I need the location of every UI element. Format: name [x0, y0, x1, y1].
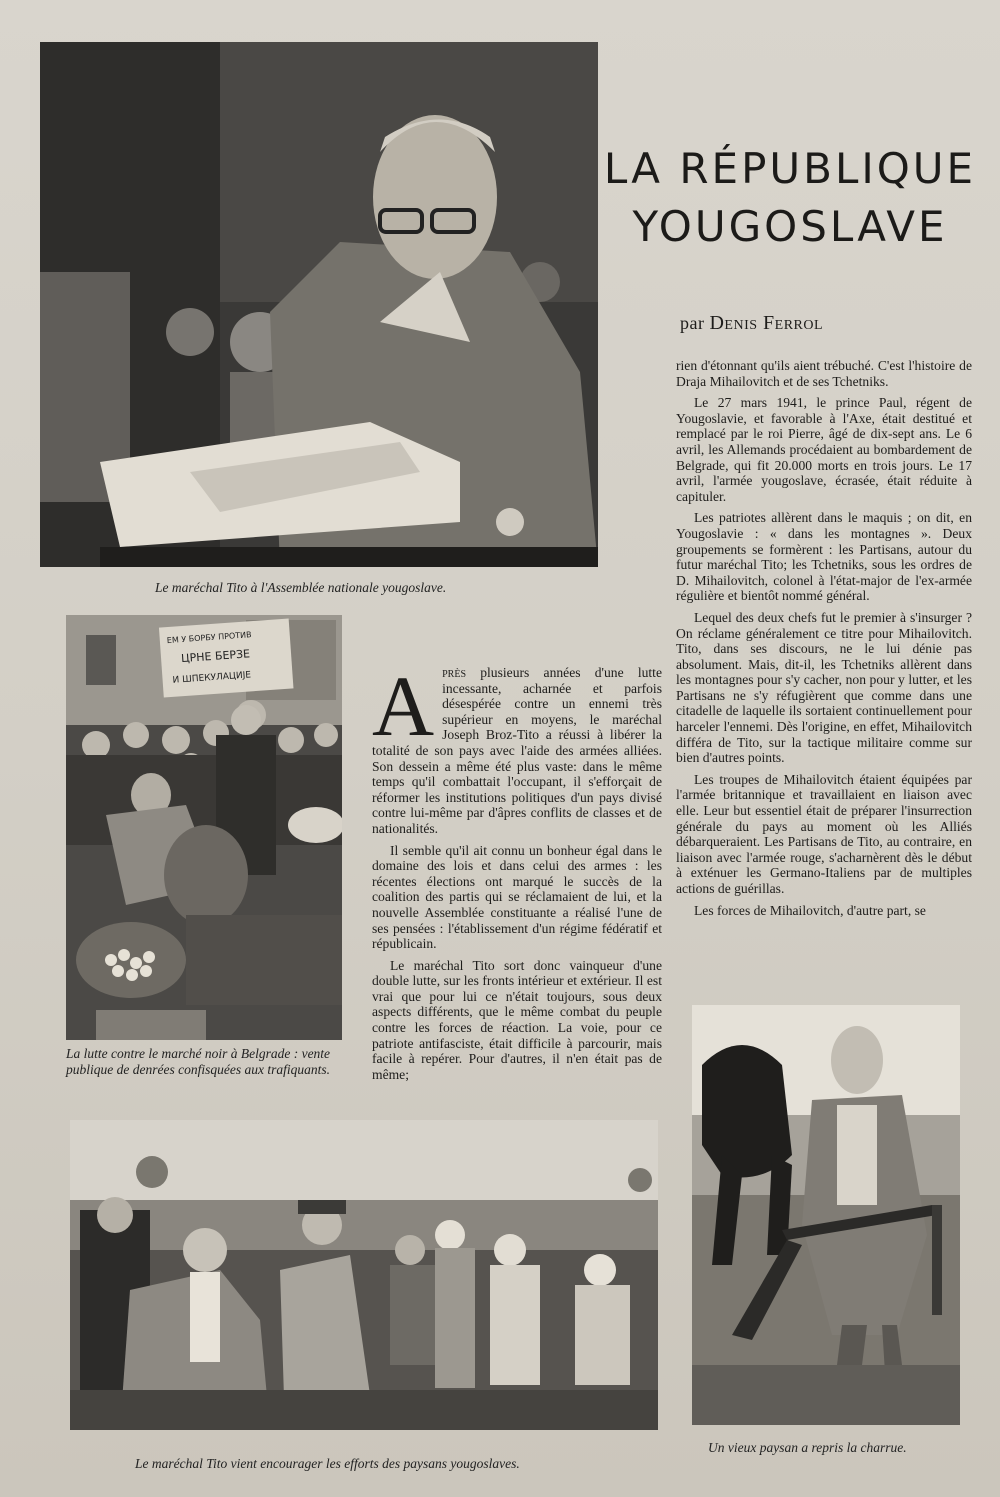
photo-peasants-image: [70, 1120, 658, 1430]
caption-tito-assembly: Le maréchal Tito à l'Assemblée nationale yougoslave.: [155, 580, 447, 595]
intro-text: plusieurs années d'une lutte incessante, acharnée et parfois désespérée contre un ennemi très supérieur en moyens, le maréchal Joseph Broz-Tito a réussi à libérer la totalité de son pays avec l'aide des armées alliées. Son dessein a même été plus vaste: dans le même temps qu'il combattait l'occupant, il s'efforçait de réformer les institutions politiques d'un pays divisé contre lui-même par d'âpres conflits de classes et de nationalités.: [372, 665, 662, 836]
paragraph: Lequel des deux chefs fut le premier à s'insurger ? On réclame généralement ce titre pour Mihailovitch. Tito, dans ses discours, ne le lui dénie pas absolument. Mais, dit-il, les Tchetniks allèrent dans les montagnes pour s'y cacher, non pour y lutter, et les Partisans ne s'y réfugièrent que comme dans une citadelle de laquelle ils sortaient continuellement pour harceler l'ennemi. Dès l'origine, en effet, Mihailovitch différa de Tito, sur la tactique militaire comme sur bien d'autres points.: [676, 609, 972, 766]
protest-sign-line-1: ЕМ У БОРБУ ПРОТИВ: [166, 630, 252, 646]
photo-plough: [692, 1005, 960, 1425]
byline-prefix: par: [680, 313, 705, 333]
paragraph: rien d'étonnant qu'ils aient trébuché. C'est l'histoire de Draja Mihailovitch et de ses Tchetniks.: [676, 358, 972, 389]
paragraph: Les patriotes allèrent dans le maquis ; on dit, en Yougoslavie : « dans les montagnes ». Deux groupements se formèrent : les Partisans, autour du futur maréchal Tito; les Tchetniks, sous les ordres de D. Mihailovitch, colonel à l'état-major de l'ex-armée régulière et bientôt nommé général.: [676, 510, 972, 604]
article-title: [600, 140, 980, 256]
protest-sign-line-3: И ШПЕКУЛАЦИЈЕ: [172, 670, 252, 686]
paragraph: Le 27 mars 1941, le prince Paul, régent de Yougoslavie, et favorable à l'Axe, était destitué et remplacé par le roi Pierre, âgé de dix-sept ans. Le 6 avril, les Allemands procédaient au bombardement de Belgrade, qui fit 20.000 morts en trois jours. Le 17 avril, l'armée yougoslave, écrasée, était réduite à capituler.: [676, 395, 972, 504]
caption-black-market: La lutte contre le marché noir à Belgrade : vente publique de denrées confisquées aux trafiquants.: [66, 1046, 331, 1077]
photo-black-market: [66, 615, 342, 1040]
photo-tito-assembly: [40, 42, 598, 567]
paragraph: Le maréchal Tito sort donc vainqueur d'une double lutte, sur les fronts intérieur et extérieur. Il est vrai que pour lui ce n'était toujours, sous deux aspects différents, que le même combat du peuple contre les forces de réaction. La voie, pour ce patriote antifasciste, était difficile à parcourir, mais facile à repérer. Pour d'autres, il n'en était pas de même;: [372, 957, 662, 1082]
caption-plough: Un vieux paysan a repris la charrue.: [708, 1440, 907, 1455]
caption-peasants: Le maréchal Tito vient encourager les efforts des paysans yougoslaves.: [135, 1456, 520, 1471]
intro-smallcaps: près: [442, 665, 467, 680]
text-column-right: [676, 358, 972, 924]
byline-author: Denis Ferrol: [709, 312, 824, 334]
paragraph: Il semble qu'il ait connu un bonheur égal dans le domaine des lois et dans celui des armes : les récentes élections ont marqué le succès de la coalition des partis qui se réclamaient de lui, et la nouvelle Assemblée constituante a réalisé l'une de ses pensées : l'établissement d'un régime fédératif et républicain.: [372, 842, 662, 952]
photo-market-image: [66, 615, 342, 1040]
title-line-1: LA RÉPUBLIQUE: [603, 144, 977, 193]
title-line-2: YOUGOSLAVE: [632, 202, 948, 251]
dropcap: A: [372, 658, 435, 754]
paragraph: Les forces de Mihailovitch, d'autre part, se: [694, 902, 926, 918]
photo-plough-image: [692, 1005, 960, 1425]
paragraph-intro: [372, 658, 662, 837]
protest-sign-line-2: ЦРНЕ БЕРЗЕ: [180, 647, 251, 666]
byline: [680, 312, 980, 335]
photo-peasants: [70, 1120, 658, 1430]
paragraph: Les troupes de Mihailovitch étaient équipées par l'armée britannique et travaillaient en liaison avec elle. Leur but essentiel était de préparer l'insurrection générale du pays au moment où les Alliés débarqueraient. Les Partisans de Tito, au contraire, en liaison avec l'armée rouge, s'acharnèrent dès le début à exténuer les Germano-Italiens par de multiples actions de guérillas.: [676, 771, 972, 896]
photo-tito-image: [40, 42, 598, 567]
text-column-middle: [372, 658, 662, 1088]
